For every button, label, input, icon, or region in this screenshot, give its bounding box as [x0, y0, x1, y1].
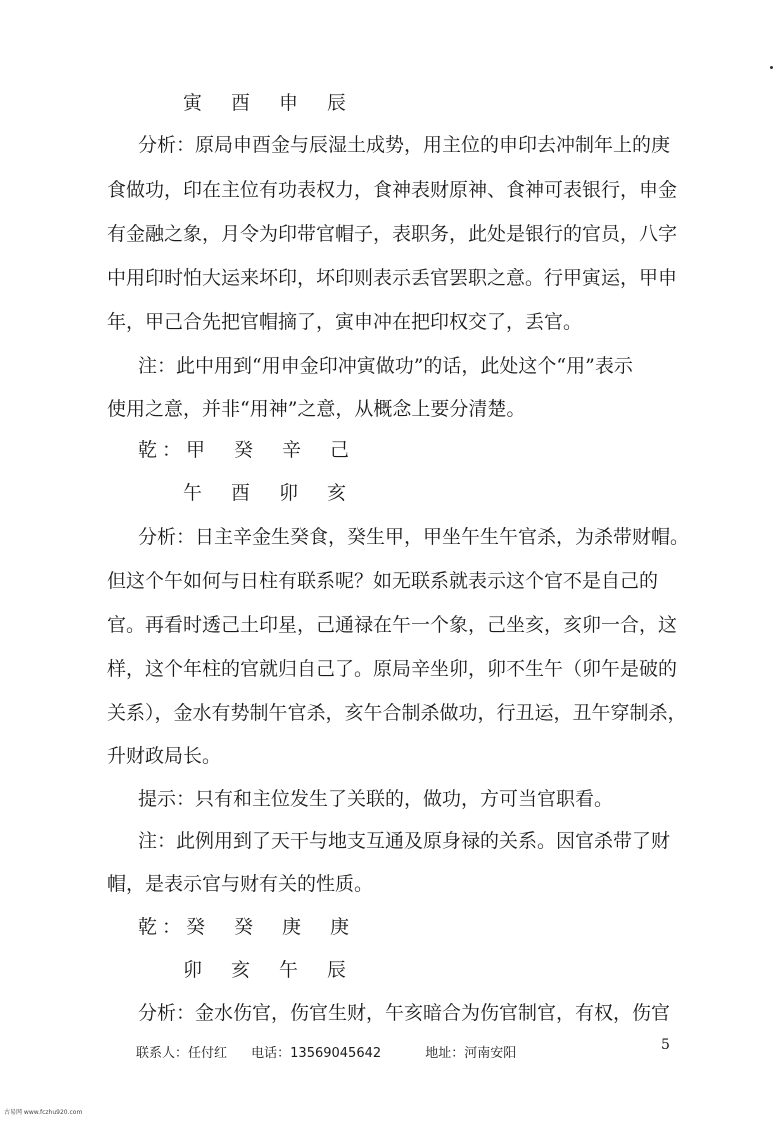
page-footer — [136, 1042, 516, 1061]
paragraph-line: 帽，是表示官与财有关的性质。 — [107, 873, 374, 895]
paragraph-line: 食做功，印在主位有功表权力，食神表财原神、食神可表银行，申金 — [107, 179, 678, 201]
hint-line: 提示：只有和主位发生了关联的，做功，方可当官职看。 — [138, 788, 614, 810]
paragraph-line: 使用之意，并非“用神”之意，从概念上要分清楚。 — [107, 398, 526, 420]
chart-stems-3: 乾：癸 癸 庚 庚 — [138, 916, 355, 938]
chart-branches-1: 寅 酉 申 辰 — [183, 92, 352, 114]
chart-branches-2: 午 酉 卯 亥 — [183, 482, 352, 504]
paragraph-line: 关系），金水有势制午官杀，亥午合制杀做功，行丑运，丑午穿制杀， — [107, 702, 687, 724]
footer-phone: 电话：13569045642 — [251, 1046, 382, 1061]
footer-contact: 联系人：任付红 — [136, 1046, 228, 1061]
paragraph-line: 升财政局长。 — [107, 745, 222, 767]
paragraph-line: 有金融之象，月令为印带官帽子，表职务，此处是银行的官员，八字 — [107, 223, 678, 245]
footer-address: 地址：河南安阳 — [425, 1046, 517, 1061]
site-watermark: 古易网 www.fczhu920.com — [4, 1109, 83, 1116]
chart-branches-3: 卯 亥 午 辰 — [183, 959, 352, 981]
paragraph-line: 样，这个年柱的官就归自己了。原局辛坐卯，卯不生午（卯午是破的 — [107, 658, 678, 680]
chart-stems-2: 乾：甲 癸 辛 己 — [138, 439, 355, 461]
paragraph-line: 分析：金水伤官，伤官生财，午亥暗合为伤官制官，有权，伤官 — [138, 1002, 671, 1024]
paragraph-line: 中用印时怕大运来坏印，坏印则表示丢官罢职之意。行甲寅运，甲申 — [107, 267, 678, 289]
scan-speck — [770, 66, 773, 69]
paragraph-line: 注：此例用到了天干与地支互通及原身禄的关系。因官杀带了财 — [138, 830, 671, 852]
paragraph-line: 分析：原局申酉金与辰湿土成势，用主位的申印去冲制年上的庚 — [138, 134, 671, 156]
paragraph-line: 年，甲己合先把官帽摘了，寅申冲在把印权交了，丢官。 — [107, 311, 583, 333]
paragraph-line: 但这个午如何与日柱有联系呢？如无联系就表示这个官不是自己的 — [107, 570, 659, 592]
paragraph-line: 官。再看时透己土印星，己通禄在午一个象，己坐亥，亥卯一合，这 — [107, 614, 678, 636]
page-number: 5 — [661, 1037, 670, 1053]
paragraph-line: 分析：日主辛金生癸食，癸生甲，甲坐午生午官杀，为杀带财帽。 — [138, 526, 690, 548]
paragraph-line: 注：此中用到“用申金印冲寅做功”的话，此处这个“用”表示 — [138, 355, 633, 377]
